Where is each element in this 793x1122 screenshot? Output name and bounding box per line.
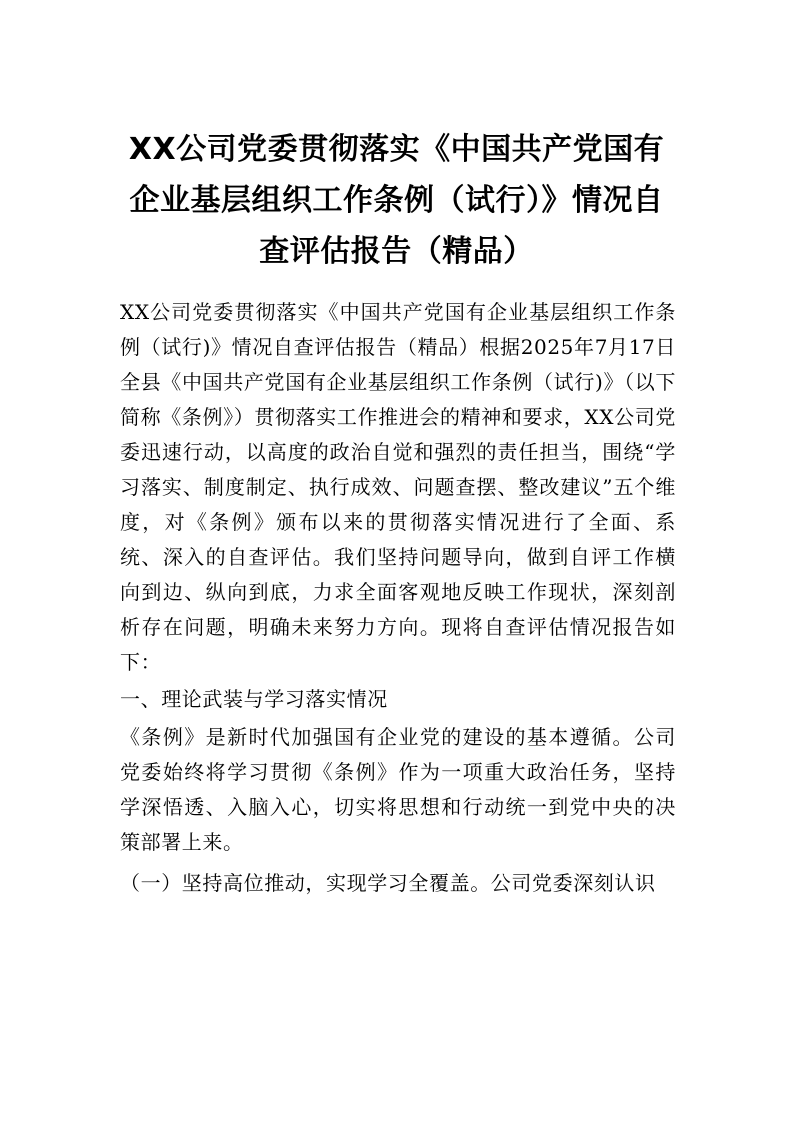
section-heading: 一、理论武装与学习落实情况 [120,687,388,711]
intro-paragraph: XX公司党委贯彻落实《中国共产党国有企业基层组织工作条例（试行)》情况自查评估报告（精品）根据2025年7月17日全县《中国共产党国有企业基层组织工作条例（试行)》（以下简称《条例》）贯彻落实工作推进会的精神和要求，XX公司党委迅速行动，以高度的政治自觉和强烈的责任担当，围绕“学习落实、制度制定、执行成效、问题查摆、整改建议”五个维度，对《条例》颁布以来的贯彻落实情况进行了全面、系统、深入的自查评估。我们坚持问题导向，做到自评工作横向到边、纵向到底，力求全面客观地反映工作现状，深刻剖析存在问题，明确未来努力方向。现将自查评估情况报告如下： [120,300,676,674]
section-paragraph: 《条例》是新时代加强国有企业党的建设的基本遵循。公司党委始终将学习贯彻《条例》作为一项重大政治任务，坚持学深悟透、入脑入心，切实将思想和行动统一到党中央的决策部署上来。 [120,725,676,854]
document-title: XX公司党委贯彻落实《中国共产党国有企业基层组织工作条例（试行）》情况自查评估报告（精品） [128,132,665,269]
subsection-paragraph: （一）坚持高位推动，实现学习全覆盖。公司党委深刻认识 [120,871,656,895]
document-body [120,295,676,901]
